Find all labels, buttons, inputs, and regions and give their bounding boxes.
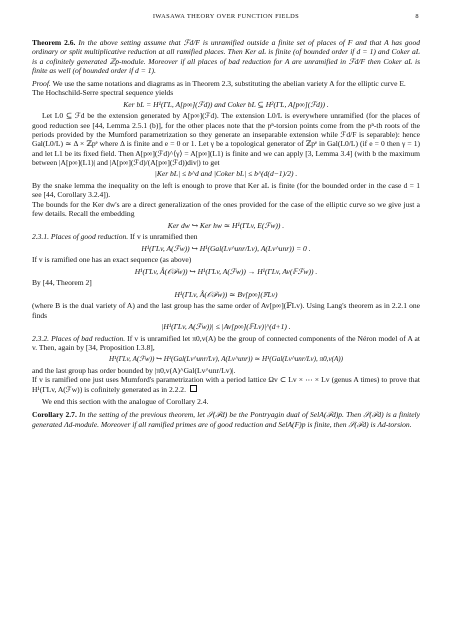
running-header	[0, 13, 452, 23]
paragraph-extension: Let L0 ⊆ ℱd be the extension generated by A[p∞](ℱd). The extension L0/L is everywhere unramified (for the places of good reduction see [44, Lemma 2.5.1 (b)], for the other places note that the pⁿ-torsion points come from the pⁿ-th roots of the periods provided by the Mumford parametrization so they generate an inseparable extension while ℱd/F is separable): hence Gal(L0/L) ≃ Δ × ℤpᵉ where Δ is finite and e = 0 or 1. Let γ be a topological generator of ℤpᵉ in Gal(L0/L) (if e = 0 then γ = 1) and let L1 be its fixed field. Then A[p∞](ℱd)^⟨γ⟩ = A[p∞](L1) is finite and we can apply [3, Lemma 3.4] (with b the maximum between |A[p∞](L1)| and |A[p∞](ℱd)/(A[p∞](ℱd))div|) to get	[32, 111, 420, 167]
paragraph-bounds-dw: The bounds for the Ker dw's are a direct generalization of the ones provided for the case of the elliptic curve so we give just a few details. Recall the embedding	[32, 199, 420, 218]
subsection-2-3-2-label: 2.3.2. Places of bad reduction.	[32, 333, 126, 343]
equation-bad-reduction: H¹(ΓLv, A(ℱw)) ↪ H¹(Gal(Lv^unr/Lv), A(Lv^unr)) ≃ H¹(Gal(Lv^unr/Lv), π0,v(A))	[108, 354, 344, 363]
subsection-2-3-2	[32, 334, 420, 353]
paragraph-dual-variety: (where B is the dual variety of A) and the last group has the same order of Av[p∞](𝔽Lv). Using Lang's theorem as in 2.2.1 one finds	[32, 301, 420, 320]
equation-exact-sequence: H¹(ΓLv, Â(𝒪ℱw)) ↪ H¹(ΓLv, A(ℱw)) → H¹(ΓLv, Av(𝔽ℱw)) .	[134, 266, 318, 276]
subsection-2-3-1-text: If v is unramified then	[130, 232, 198, 242]
subsection-2-3-1-label: 2.3.1. Places of good reduction.	[32, 232, 129, 242]
body-text	[32, 38, 420, 429]
subsection-2-3-1	[32, 232, 420, 241]
ramified-line: If v is ramified one has an exact sequence (as above)	[32, 255, 192, 265]
paragraph-order-bound: and the last group has order bounded by |π0,v(A)^Gal(Lv^unr/Lv)|.	[32, 366, 236, 376]
by-theorem-line: By [44, Theorem 2]	[32, 278, 92, 288]
equation-bounds: |Ker bL| ≤ b^d and |Coker bL| ≤ b^(d(d−1)/2) .	[154, 169, 298, 179]
paragraph-mumford-text: If v is ramified one just uses Mumford's parametrization with a period lattice Ωv ⊂ Lv × ⋯ × Lv (genus A times) to prove that H¹(ΓLv, A(ℱw)) is cofinitely generated as in 2.2.2.	[32, 375, 420, 394]
proof-intro-text: We use the same notations and diagrams as in Theorem 2.3, substituting the abelian variety A for the elliptic curve E.	[52, 78, 406, 88]
theorem-2-6	[32, 38, 420, 75]
proof-label: Proof.	[32, 78, 51, 88]
equation-iso-bv: H¹(ΓLv, Â(𝒪ℱw)) ≃ Bv[p∞](𝔽Lv)	[174, 289, 278, 299]
theorem-label: Theorem 2.6.	[32, 38, 76, 47]
corollary-2-7	[32, 410, 420, 429]
equation-ker-coker-b: Ker bL = H¹(ΓL, A[p∞](ℱd)) and Coker bL ⊆ H²(ΓL, A[p∞](ℱd)) .	[123, 99, 329, 109]
equation-unramified-good: H¹(ΓLv, A(ℱw)) ↪ H¹(Gal(Lv^unr/Lv), A(Lv^unr)) = 0 .	[141, 243, 311, 253]
subsection-2-3-2-text: If v is unramified let π0,v(A) be the group of connected components of the Néron model of A at v. Then, again by [34, Proposition I.3.8],	[32, 333, 420, 352]
corollary-label: Corollary 2.7.	[32, 410, 77, 420]
paragraph-snake-lemma: By the snake lemma the inequality on the left is enough to prove that Ker aL is finite (for the bounded order in the case d = 1 see [44, Corollary 3.2.4]).	[32, 180, 420, 200]
equation-embedding: Ker dw ↪ Ker hw ≃ H¹(ΓLv, E(ℱw)) .	[167, 220, 285, 230]
corollary-text: In the setting of the previous theorem, let 𝒮(ℱd) be the Pontryagin dual of SelA(ℱd)p. Then 𝒮(ℱd) is a finitely generated Λd-module. Moreover if all ramified primes are of good reduction and SelA(F)p is finite, then 𝒮(ℱd) is Λd-torsion.	[32, 410, 420, 429]
page-number: 8	[415, 13, 419, 20]
paragraph-mumford	[32, 375, 420, 394]
proof-intro	[32, 79, 420, 88]
qed-square-icon	[190, 385, 197, 392]
equation-lang-bound: |H¹(ΓLv, A(ℱw))| ≤ |Av[p∞](𝔽Lv)|^(d+1) .	[161, 322, 291, 332]
theorem-text: In the above setting assume that ℱd/F is unramified outside a finite set of places of F and that A has good ordinary or split multiplicative reduction at all ramified places. Then Ker aL is finite (of bounded order if d = 1) and Coker aL is a cofinitely generated ℤp-module. Moreover if all places of bad reduction for A are unramified in ℱd/F then Coker aL is finite as well (of bounded order if d = 1).	[32, 38, 421, 76]
hochschild-serre-line: The Hochschild-Serre spectral sequence yields	[32, 88, 174, 98]
section-closing: We end this section with the analogue of Corollary 2.4.	[42, 397, 209, 407]
running-title: IWASAWA THEORY OVER FUNCTION FIELDS	[152, 13, 300, 20]
